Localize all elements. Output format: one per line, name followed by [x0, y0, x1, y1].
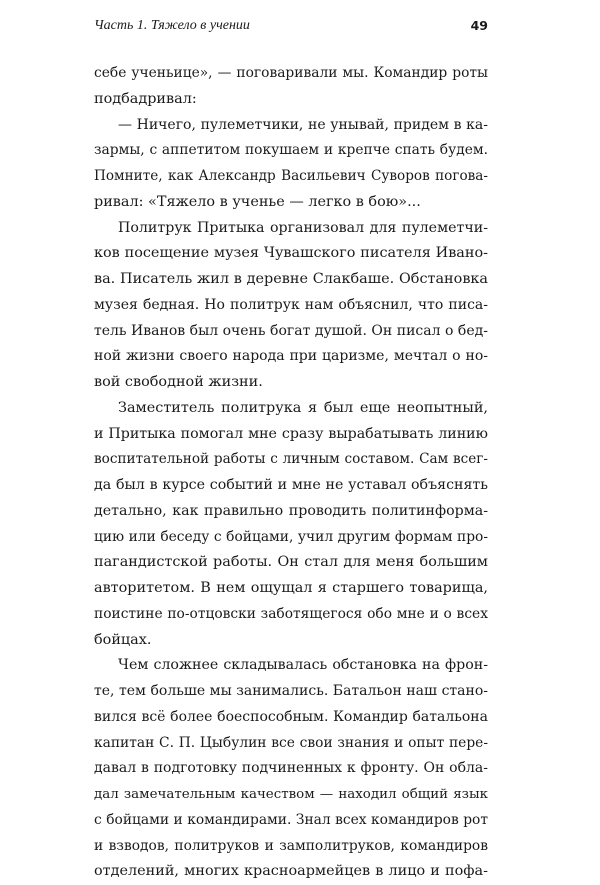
text-line: дал замечательным качеством — находил общий язык [94, 787, 488, 802]
text-line: те, тем больше мы занимались. Батальон наш стано- [94, 683, 488, 699]
body-text [94, 61, 488, 885]
text-line: поистине по-отцовски заботящегося обо мне и о всех [94, 605, 488, 622]
text-line: с бойцами и командирами. Знал всех командиров рот [94, 811, 488, 828]
text-line: и взводов, политруков и замполитруков, командиров [94, 837, 488, 854]
text-line: да был в курсе событий и мне не уставал объяснять [94, 477, 488, 493]
text-line: давал в подготовку подчиненных к фронту. Он обла- [94, 760, 488, 777]
text-line: и Притыка помогал мне сразу вырабатывать линию [94, 425, 488, 442]
text-line: детально, как правильно проводить политинформа- [94, 502, 488, 519]
text-line: — Ничего, пулеметчики, не унывай, придем в ка- [118, 116, 488, 133]
text-line: Заместитель политрука я был еще неопытный, [118, 399, 488, 416]
page-number: 49 [470, 18, 488, 33]
running-title: Часть 1. Тяжело в учении [94, 18, 250, 33]
text-line: ной жизни своего народа при царизме, мечтал о но- [94, 348, 488, 365]
text-line: зармы, с аппетитом покушаем и крепче спать будем. [94, 142, 488, 159]
text-line: пагандистской работы. Он стал для меня большим [94, 554, 488, 571]
text-line: себе ученьице», — поговаривали мы. Командир роты [94, 65, 488, 81]
text-line: подбадривал: [94, 90, 197, 107]
text-line: Политрук Притыка организовал для пулеметчи- [118, 219, 488, 236]
text-line: Помните, как Александр Васильевич Суворов погова- [94, 168, 488, 184]
text-line: вой свободной жизни. [94, 374, 263, 390]
text-line: воспитательной работы с личным составом. Сам всег- [94, 451, 488, 468]
text-line: тель Иванов был очень богат душой. Он писал о бед- [94, 322, 488, 339]
text-line: ков посещение музея Чувашского писателя Ивано- [94, 245, 488, 262]
text-line: Чем сложнее складывалась обстановка на фрон- [118, 657, 488, 674]
text-line: ривал: «Тяжело в ученье — легко в бою»... [94, 193, 421, 210]
running-head [94, 18, 488, 40]
text-line: отделений, многих красноармейцев в лицо и пофа- [94, 863, 488, 880]
text-line: цию или беседу с бойцами, учил другим формам про- [94, 528, 488, 545]
text-line: капитан С. П. Цыбулин все свои знания и опыт пере- [94, 734, 488, 751]
text-line: вился всё более боеспособным. Командир батальона [94, 708, 488, 725]
text-line: музея бедная. Но политрук нам объяснил, что писа- [94, 296, 488, 313]
text-line: авторитетом. В нем ощущал я старшего товарища, [94, 580, 488, 596]
text-line: ва. Писатель жил в деревне Слакбаше. Обстановка [94, 271, 488, 287]
text-line: бойцах. [94, 631, 152, 648]
